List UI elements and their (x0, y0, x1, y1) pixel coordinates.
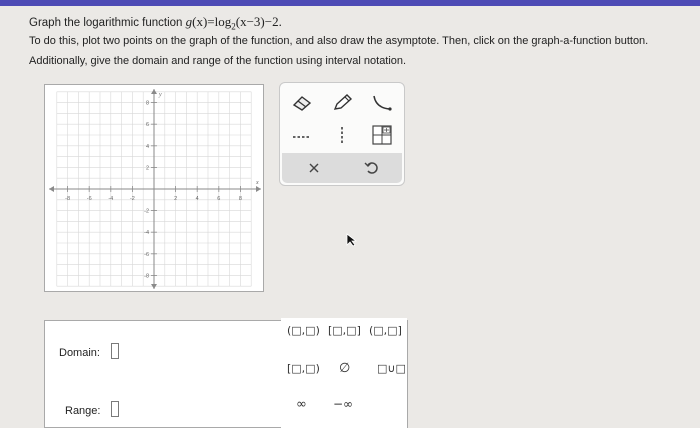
instruction-line-1 (29, 14, 282, 32)
x-tick-label: -8 (65, 196, 71, 202)
curve-tool[interactable] (368, 91, 396, 115)
x-tick-label: 2 (174, 196, 178, 202)
instruction-line-2: To do this, plot two points on the graph of the function, and also draw the asymptote. Then, click on the graph-a-function button. (29, 35, 649, 47)
graph-tool-panel (279, 82, 405, 186)
undo-icon (362, 158, 382, 178)
y-tick-label: -4 (144, 230, 149, 237)
x-tick-label: 4 (195, 196, 199, 202)
y-tick-label: 6 (145, 122, 149, 129)
x-axis-arrow-right (256, 186, 261, 192)
dashed-line-icon (290, 125, 314, 145)
x-axis-arrow-left (49, 186, 54, 192)
function-expression (185, 14, 282, 32)
eraser-icon (290, 93, 314, 113)
domain-input[interactable] (111, 343, 119, 359)
fn-name: g (185, 14, 193, 29)
key-negative-infinity[interactable]: −∞ (333, 397, 354, 411)
pencil-icon (330, 93, 354, 113)
x-tick-label: -2 (129, 196, 135, 202)
domain-label: Domain: (59, 347, 100, 359)
y-tick-label: -2 (144, 208, 149, 215)
y-tick-label: 2 (145, 165, 149, 172)
pencil-tool[interactable] (328, 91, 356, 115)
range-label: Range: (65, 405, 101, 417)
key-open-open-interval[interactable]: (□,□) (287, 324, 320, 337)
key-closed-open-interval[interactable]: [□,□) (287, 362, 320, 375)
instruction-line-3: Additionally, give the domain and range of the function using interval notation. (29, 55, 407, 67)
fn-base: 2 (231, 21, 236, 32)
dashed-line-tool[interactable] (288, 123, 316, 147)
graph-function-icon (370, 124, 394, 146)
eraser-tool[interactable] (288, 91, 316, 115)
tool-action-bar (282, 153, 402, 183)
x-tick-label: 6 (217, 196, 221, 202)
key-closed-closed-interval[interactable]: [□,□] (328, 324, 361, 337)
graph-a-function-button[interactable] (368, 123, 396, 147)
key-empty-set[interactable]: ∅ (339, 361, 351, 376)
undo-button[interactable] (358, 156, 386, 180)
top-accent-bar (0, 0, 700, 6)
graph-panel[interactable] (44, 84, 264, 292)
key-infinity[interactable]: ∞ (296, 397, 307, 412)
x-axis-label: x (256, 180, 259, 186)
fn-log: log (214, 14, 232, 29)
x-tick-label: -6 (86, 196, 92, 202)
y-tick-label: 4 (145, 143, 149, 150)
clear-button[interactable] (300, 156, 328, 180)
vertical-asymptote-tool[interactable] (328, 123, 356, 147)
y-tick-label: 8 (145, 100, 149, 107)
coordinate-grid[interactable] (45, 85, 265, 293)
y-tick-label: -6 (144, 251, 149, 258)
fn-equals: = (207, 14, 215, 29)
key-open-closed-interval[interactable]: (□,□] (369, 324, 402, 337)
fn-tail: −2. (264, 14, 282, 29)
x-tick-label: 8 (238, 196, 242, 202)
y-tick-label: -8 (144, 273, 149, 280)
fn-arg: (x) (192, 14, 208, 29)
mouse-cursor-icon (346, 233, 358, 247)
curve-icon (370, 93, 394, 113)
interval-keypad (281, 318, 407, 428)
key-union[interactable]: □∪□ (377, 362, 406, 375)
range-input[interactable] (111, 401, 119, 417)
y-axis-label: y (159, 92, 162, 98)
x-tick-label: -4 (108, 196, 114, 202)
fn-inner: (x−3) (235, 14, 265, 29)
vertical-dashed-icon (330, 125, 354, 145)
instruction-prefix: Graph the logarithmic function (29, 17, 183, 29)
clear-x-icon (304, 158, 324, 178)
